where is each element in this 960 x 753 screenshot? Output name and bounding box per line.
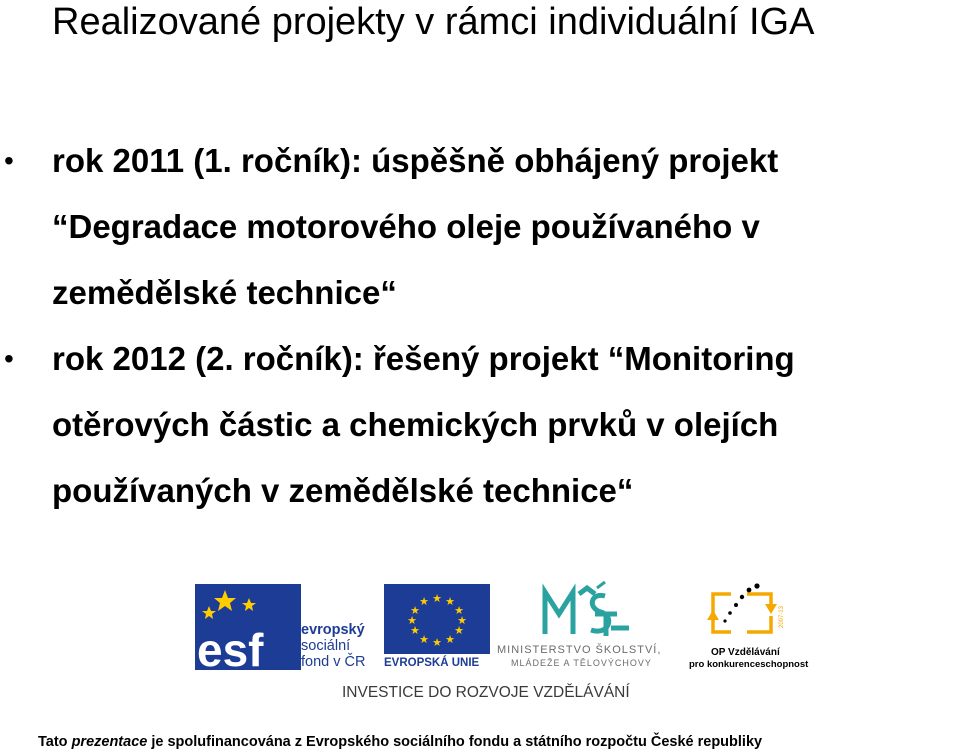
svg-text:★: ★ [445,633,455,646]
bullet-line: rok 2012 (2. ročník): řešený projekt “Monitoring [52,340,795,377]
bullet-line: rok 2011 (1. ročník): úspěšně obhájený projekt [52,142,779,179]
op-line: pro konkurenceschopnost [689,659,809,670]
msmt-line: MINISTERSTVO ŠKOLSTVÍ, [497,644,662,656]
msmt-logo [497,580,679,672]
bullet-item-2012 [0,326,932,524]
logo-strip [195,580,809,680]
esf-line: sociální [301,638,351,654]
slide-title: Realizované projekty v rámci individuální IGA [52,1,815,43]
eu-label: EVROPSKÁ UNIE [384,657,480,669]
footer-text: Tato [38,734,72,750]
bullet-icon: • [4,343,14,374]
bullet-line: používaných v zemědělské technice“ [52,472,634,509]
op-line: OP Vzdělávání [711,647,780,658]
svg-text:★: ★ [454,604,464,617]
svg-text:★: ★ [407,614,417,627]
esf-text [301,622,365,670]
svg-text:★: ★ [419,595,429,608]
msmt-logo-icon [497,580,679,642]
eu-flag-icon [384,584,490,654]
esf-logo [195,584,380,670]
svg-text:esf: esf [197,624,264,670]
bullet-icon: • [4,145,14,176]
op-badge: 2007-13 [779,605,785,628]
eu-logo [384,584,490,672]
svg-text:★: ★ [454,624,464,637]
esf-logo-icon [195,584,301,670]
bullet-line: “Degradace motorového oleje používaného v [52,208,760,245]
esf-line: fond v ČR [301,654,366,670]
op-logo-icon [687,580,805,644]
footer-note [38,734,938,750]
bullet-line: zemědělské technice“ [52,274,397,311]
svg-text:★: ★ [419,633,429,646]
investice-tagline: INVESTICE DO ROZVOJE VZDĚLÁVÁNÍ [342,684,630,701]
bullet-list [0,128,960,524]
svg-text:★: ★ [432,636,442,649]
op-logo [687,580,809,672]
svg-text:★: ★ [410,624,420,637]
msmt-line: MLÁDEŽE A TĚLOVÝCHOVY [511,658,652,668]
esf-line: evropský [301,622,365,638]
svg-text:★: ★ [457,614,467,627]
bullet-item-2011 [0,128,932,326]
svg-text:★: ★ [432,592,442,605]
footer-text-italic: prezentace [71,734,148,750]
svg-text:★: ★ [445,595,455,608]
svg-text:★: ★ [410,604,420,617]
footer-text: je spolufinancována z Evropského sociálního fondu a státního rozpočtu České republiky [147,734,763,750]
bullet-line: otěrových částic a chemických prvků v olejích [52,406,779,443]
